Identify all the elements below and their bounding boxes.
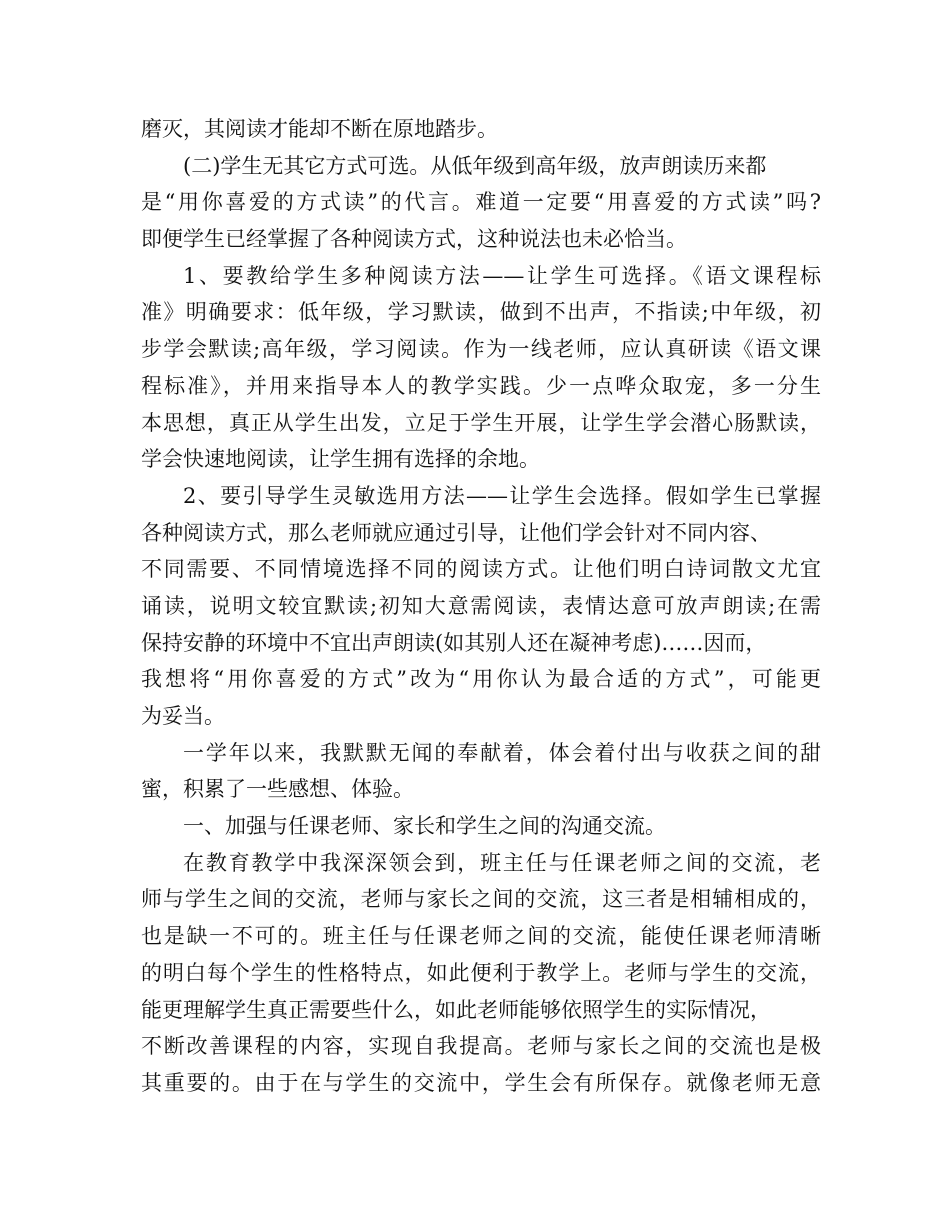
text-line: 的明白每个学生的性格特点，如此便利于教学上。老师与学生的交流，: [141, 960, 821, 985]
text-line: 2、要引导学生灵敏选用方法——让学生会选择。假如学生已掌握: [183, 483, 821, 508]
text-line: 其重要的。由于在与学生的交流中，学生会有所保存。就像老师无意: [141, 1070, 821, 1095]
text-line: 磨灭，其阅读才能却不断在原地踏步。: [141, 117, 498, 141]
text-line: 能更理解学生真正需要些什么，如此老师能够依照学生的实际情况，: [141, 997, 771, 1022]
text-line: 准》明确要求：低年级，学习默读，做到不出声，不指读;中年级，初: [141, 300, 821, 325]
text-line: (二)学生无其它方式可选。从低年级到高年级，放声朗读历来都: [183, 153, 767, 178]
text-line: 在教育教学中我深深领会到，班主任与任课老师之间的交流，老: [183, 850, 821, 875]
text-line: 学会快速地阅读，让学生拥有选择的余地。: [141, 447, 540, 472]
text-line: 步学会默读;高年级，学习阅读。作为一线老师，应认真研读《语文课: [141, 337, 821, 362]
text-line: 不断改善课程的内容，实现自我提高。老师与家长之间的交流也是极: [141, 1034, 821, 1059]
text-line: 蜜，积累了一些感想、体验。: [141, 777, 414, 802]
text-line: 我想将“用你喜爱的方式”改为“用你认为最合适的方式”，可能更: [141, 667, 821, 692]
text-line: 不同需要、不同情境选择不同的阅读方式。让他们明白诗词散文尤宜: [141, 557, 821, 582]
text-line: 1、要教给学生多种阅读方法——让学生可选择。《语文课程标: [183, 263, 821, 288]
text-line: 师与学生之间的交流，老师与家长之间的交流，这三者是相辅相成的，: [141, 887, 821, 912]
text-line: 为妥当。: [141, 704, 225, 728]
text-line: 也是缺一不可的。班主任与任课老师之间的交流，能使任课老师清晰: [141, 924, 821, 949]
text-line: 是“用你喜爱的方式读”的代言。难道一定要“用喜爱的方式读”吗?: [141, 190, 821, 215]
text-line: 即便学生已经掌握了各种阅读方式，这种说法也未必恰当。: [141, 227, 687, 252]
text-line: 保持安静的环境中不宜出声朗读(如其别人还在凝神考虑)……因而，: [141, 630, 767, 655]
text-line: 程标准》，并用来指导本人的教学实践。少一点哗众取宠，多一分生: [141, 373, 821, 398]
text-line: 各种阅读方式，那么老师就应通过引导，让他们学会针对不同内容、: [141, 520, 771, 545]
body-text: [141, 111, 821, 1102]
text-line: 一学年以来，我默默无闻的奉献着，体会着付出与收获之间的甜: [183, 740, 821, 765]
text-line: 诵读，说明文较宜默读;初知大意需阅读，表情达意可放声朗读;在需: [141, 593, 821, 618]
text-line: 一、加强与任课老师、家长和学生之间的沟通交流。: [183, 814, 666, 839]
text-line: 本思想，真正从学生出发，立足于学生开展，让学生学会潜心肠默读，: [141, 410, 821, 435]
